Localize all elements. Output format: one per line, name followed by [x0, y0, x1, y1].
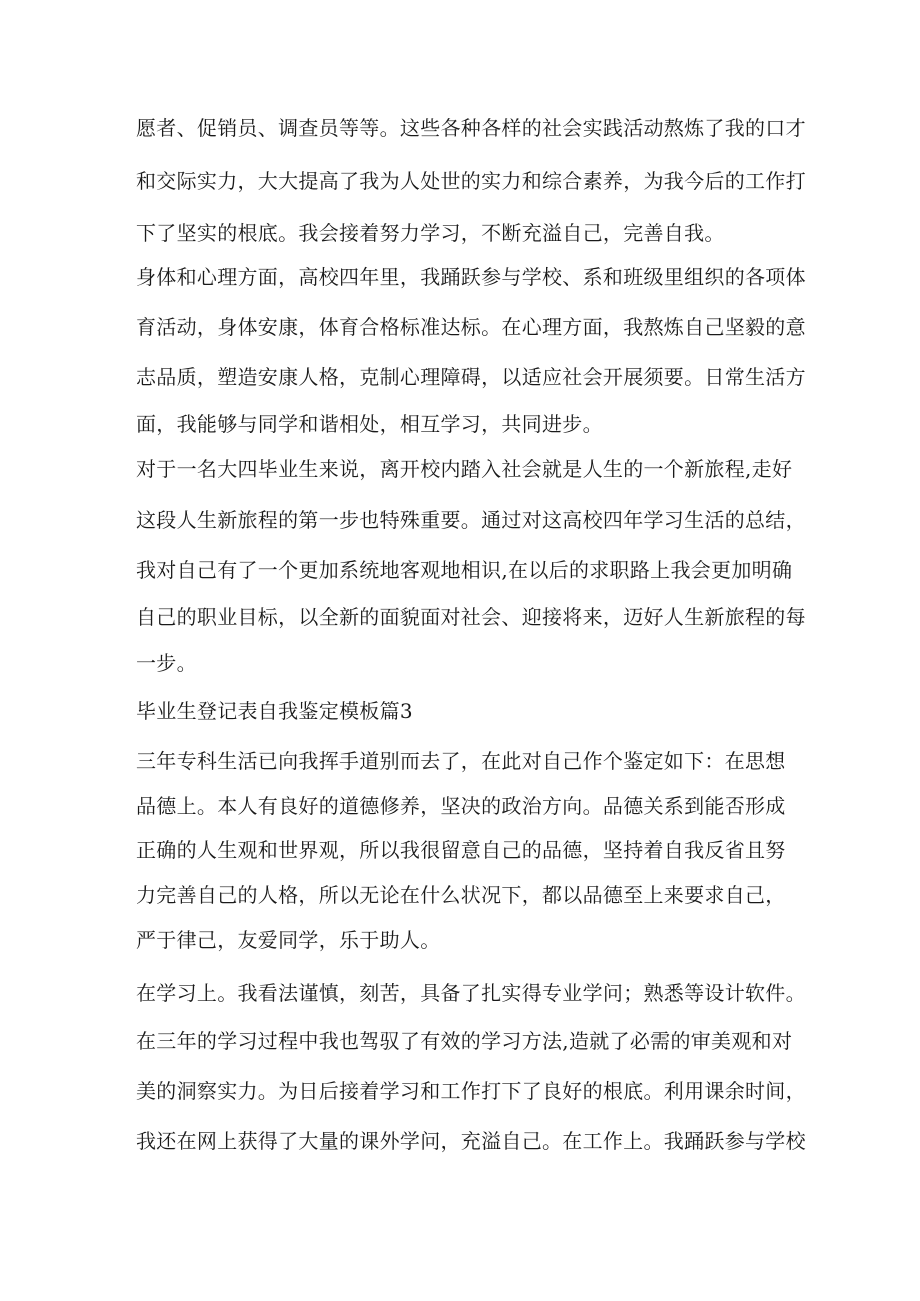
text-line: 三年专科生活已向我挥手道别而去了，在此对自己作个鉴定如下：在思想 — [136, 749, 786, 773]
text-line: 美的洞察实力。为日后接着学习和工作打下了良好的根底。利用课余时间， — [136, 1079, 806, 1103]
text-line: 正确的人生观和世界观，所以我很留意自己的品德，坚持着自我反省且努 — [136, 838, 786, 862]
text-line: 在三年的学习过程中我也驾驭了有效的学习方法,造就了必需的审美观和对 — [136, 1029, 793, 1053]
text-line: 愿者、促销员、调查员等等。这些各种各样的社会实践活动熬炼了我的口才 — [136, 116, 806, 140]
text-line: 一步。 — [136, 651, 197, 675]
text-line: 我对自己有了一个更加系统地客观地相识,在以后的求职路上我会更加明确 — [136, 558, 793, 582]
text-line: 育活动，身体安康，体育合格标准达标。在心理方面，我熬炼自己坚毅的意 — [136, 315, 806, 339]
text-line: 力完善自己的人格，所以无论在什么状况下，都以品德至上来要求自己， — [136, 883, 786, 907]
text-line: 这段人生新旅程的第一步也特殊重要。通过对这高校四年学习生活的总结， — [136, 508, 806, 532]
text-line: 品德上。本人有良好的道德修养，坚决的政治方向。品德关系到能否形成 — [136, 794, 786, 818]
text-line: 下了坚实的根底。我会接着努力学习，不断充溢自己，完善自我。 — [136, 221, 725, 245]
text-line: 对于一名大四毕业生来说，离开校内踏入社会就是人生的一个新旅程,走好 — [136, 457, 793, 481]
text-line: 我还在网上获得了大量的课外学问，充溢自己。在工作上。我踊跃参与学校 — [136, 1129, 806, 1153]
text-line: 面，我能够与同学和谐相处，相互学习，共同进步。 — [136, 412, 603, 436]
text-line: 严于律己，友爱同学，乐于助人。 — [136, 928, 441, 952]
section-heading: 毕业生登记表自我鉴定模板篇3 — [136, 699, 413, 723]
text-line: 和交际实力，大大提高了我为人处世的实力和综合素养，为我今后的工作打 — [136, 169, 806, 193]
text-line: 志品质，塑造安康人格，克制心理障碍，以适应社会开展须要。日常生活方 — [136, 365, 806, 389]
text-line: 自己的职业目标，以全新的面貌面对社会、迎接将来，迈好人生新旅程的每 — [136, 605, 806, 629]
text-line: 在学习上。我看法谨慎，刻苦，具备了扎实得专业学问；熟悉等设计软件。 — [136, 981, 806, 1005]
text-line: 身体和心理方面，高校四年里，我踊跃参与学校、系和班级里组织的各项体 — [136, 265, 806, 289]
